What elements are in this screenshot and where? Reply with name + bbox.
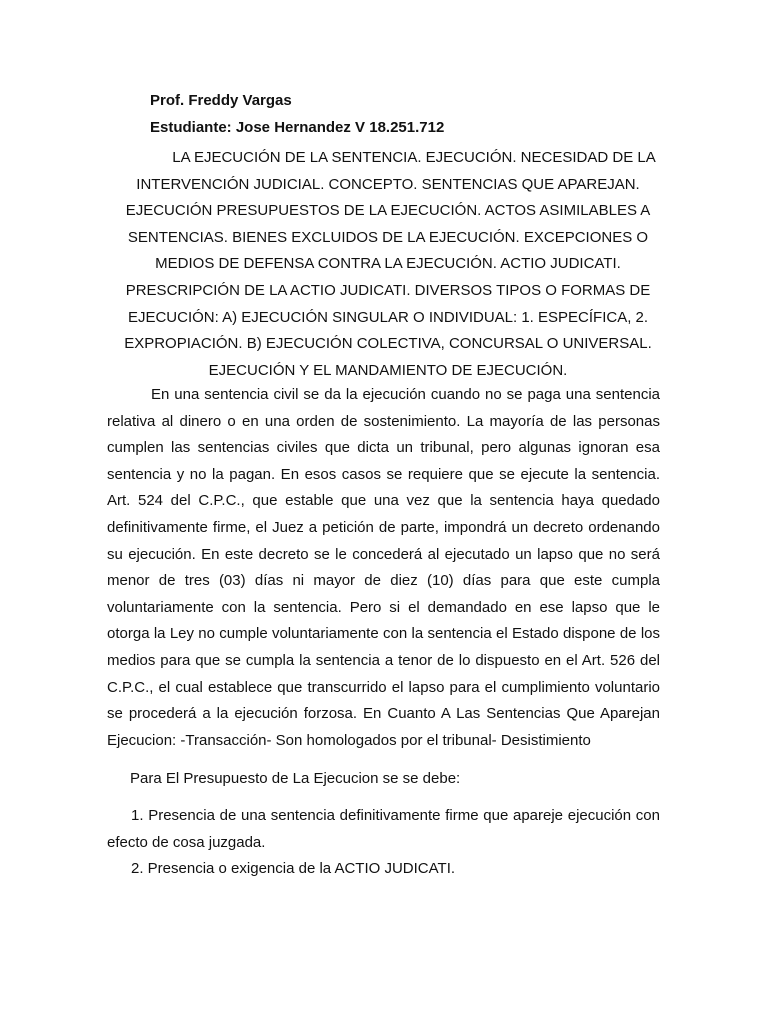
paragraph-line: voluntariamente con la sentencia. Pero si el demandado en ese lapso que le — [107, 598, 660, 616]
body-paragraph — [107, 382, 660, 754]
paragraph-line: cumplen las sentencias civiles que dicta un tribunal, pero algunas ignoran esa — [107, 439, 660, 457]
paragraph-line: menor de tres (03) días ni mayor de diez (10) días para que este cumpla — [107, 572, 660, 590]
title-line: SENTENCIAS. BIENES EXCLUIDOS DE LA EJECUCIÓN. EXCEPCIONES O — [127, 228, 649, 246]
paragraph-line: Art. 524 del C.P.C., que estable que una vez que la sentencia haya quedado — [107, 492, 660, 510]
title-line: INTERVENCIÓN JUDICIAL. CONCEPTO. SENTENCIAS QUE APAREJAN. — [136, 175, 640, 193]
document-title — [108, 145, 668, 384]
title-line: LA EJECUCIÓN DE LA SENTENCIA. EJECUCIÓN. NECESIDAD DE LA — [172, 149, 656, 166]
presupuesto-intro: Para El Presupuesto de La Ejecucion se se debe: — [130, 770, 461, 787]
paragraph-line: C.P.C., el cual establece que transcurrido el lapso para el cumplimiento voluntario — [107, 678, 660, 696]
list-item: 2. Presencia o exigencia de la ACTIO JUDICATI. — [131, 860, 456, 878]
professor-name: Prof. Freddy Vargas — [150, 92, 292, 109]
paragraph-line: otorga la Ley no cumple voluntariamente con la sentencia el Estado dispone de los — [107, 625, 660, 643]
student-name: Estudiante: Jose Hernandez V 18.251.712 — [150, 119, 445, 136]
paragraph-line: se procederá a la ejecución forzosa. En Cuanto A Las Sentencias Que Aparejan — [107, 705, 660, 723]
list-item: 1. Presencia de una sentencia definitivamente firme que apareje ejecución con — [131, 807, 660, 824]
title-line: EJECUCIÓN PRESUPUESTOS DE LA EJECUCIÓN. ACTOS ASIMILABLES A — [125, 202, 651, 220]
title-line: PRESCRIPCIÓN DE LA ACTIO JUDICATI. DIVERSOS TIPOS O FORMAS DE — [125, 281, 651, 299]
paragraph-line: su ejecución. En este decreto se le concederá al ejecutado un lapso que no será — [107, 545, 660, 563]
paragraph-line: sentencia y no la pagan. En esos casos se requiere que se ejecute la sentencia. — [107, 465, 660, 483]
title-line: EJECUCIÓN: A) EJECUCIÓN SINGULAR O INDIVIDUAL: 1. ESPECÍFICA, 2. — [127, 308, 649, 326]
paragraph-line: medios para que se cumpla la sentencia a tenor de lo dispuesto en el Art. 526 del — [107, 651, 660, 669]
numbered-list — [107, 803, 660, 883]
title-line: EXPROPIACIÓN. B) EJECUCIÓN COLECTIVA, CONCURSAL O UNIVERSAL. — [124, 335, 652, 353]
list-item-continuation: efecto de cosa juzgada. — [107, 833, 266, 851]
paragraph-line: Ejecucion: -Transacción- Son homologados por el tribunal- Desistimiento — [107, 731, 591, 749]
paragraph-line: relativa al dinero o en una orden de sostenimiento. La mayoría de las personas — [107, 412, 660, 430]
paragraph-line: definitivamente firme, el Juez a petición de parte, impondrá un decreto ordenando — [107, 518, 660, 536]
title-line: MEDIOS DE DEFENSA CONTRA LA EJECUCIÓN. ACTIO JUDICATI. — [155, 255, 621, 273]
title-line: EJECUCIÓN Y EL MANDAMIENTO DE EJECUCIÓN. — [208, 361, 568, 379]
paragraph-line: En una sentencia civil se da la ejecución cuando no se paga una sentencia — [151, 386, 660, 403]
